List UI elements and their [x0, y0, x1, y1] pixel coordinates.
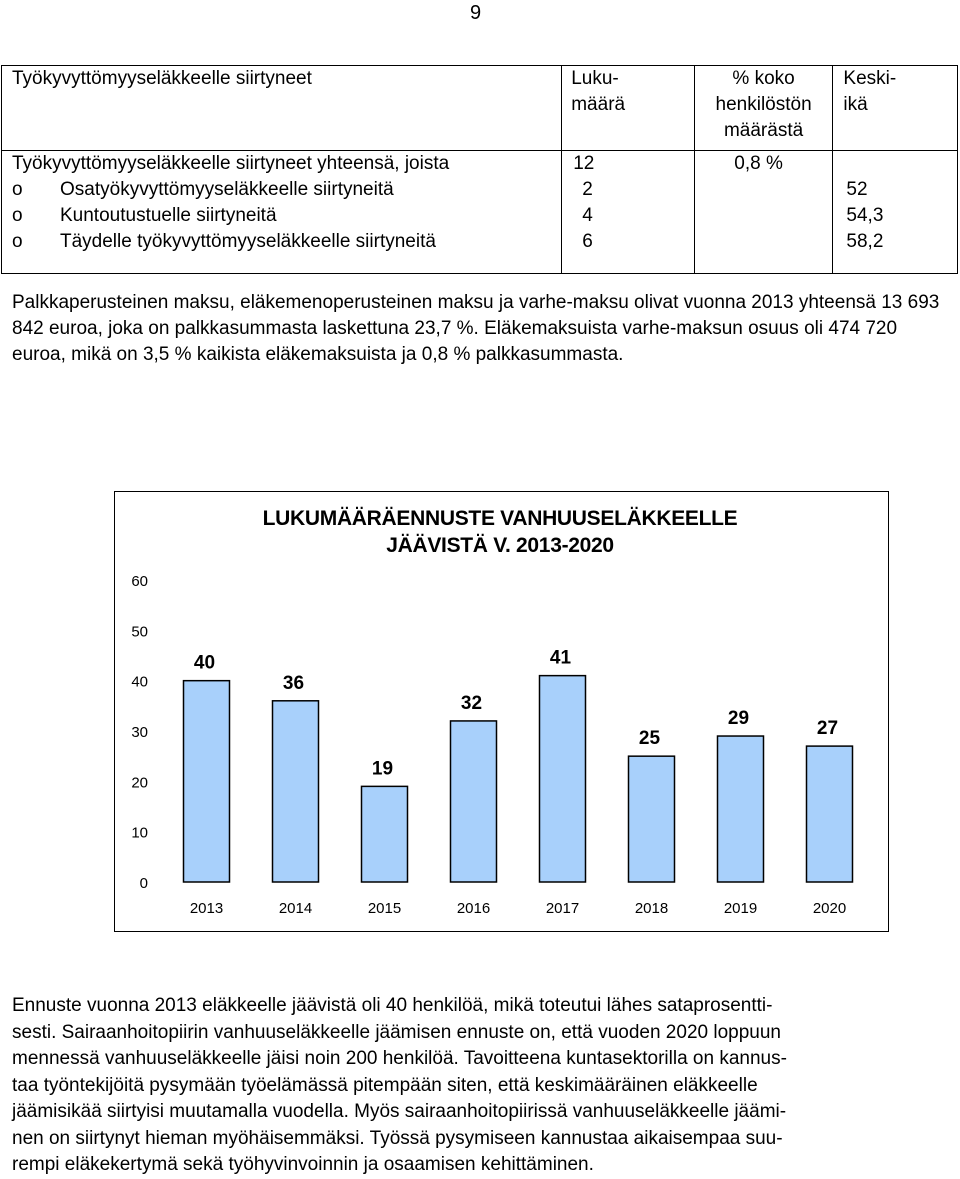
x-tick-label: 2017 [545, 900, 580, 917]
bar [362, 786, 408, 882]
row-label: Kuntoutustuelle siirtyneitä [60, 205, 277, 226]
paragraph-payments: Palkkaperusteinen maksu, eläkemenoperusteinen maksu ja varhe-maksu olivat vuonna 2013 yhteensä 13 693 842 euroa, joka on palkkasummasta laskettuna 23,7 %. Eläkemaksuista varhe-maksun osuus oli 474 720 euroa, mikä on 3,5 % kaikista eläkemaksuista ja 0,8 % palkkasummasta. [12, 292, 940, 365]
row-age: 52 [846, 179, 868, 200]
header-percent-line: määrästä [723, 120, 804, 141]
retirement-table [1, 65, 958, 274]
row-age: 54,3 [846, 205, 884, 226]
header-label: Työkyvyttömyyseläkkeelle siirtyneet [12, 68, 312, 89]
row-label: Työkyvyttömyyseläkkeelle siirtyneet yhteensä, joista [12, 153, 450, 174]
bullet-marker: o [12, 205, 23, 226]
paragraph-line: taa työntekijöitä pysymään työelämässä pitempään siten, että keskimääräinen eläkkeelle [12, 1074, 758, 1096]
x-tick-label: 2018 [634, 900, 669, 917]
row-label-item [12, 229, 553, 255]
bullet-marker: o [12, 179, 23, 200]
y-tick-label: 20 [131, 774, 148, 792]
header-cell-percent [694, 66, 833, 151]
bar [807, 746, 853, 882]
data-label: 29 [727, 708, 750, 730]
paragraph-line: Ennuste vuonna 2013 eläkkeelle jäävistä oli 40 henkilöä, mikä toteutui lähes sataprosentti- [12, 995, 773, 1016]
age-cell [833, 151, 958, 274]
x-tick-label: 2015 [367, 900, 402, 917]
header-cell-group [2, 66, 562, 151]
header-count-line: määrä [571, 94, 626, 115]
y-tick-label: 30 [131, 724, 148, 741]
x-tick-label: 2014 [278, 900, 313, 917]
row-count: 6 [582, 231, 593, 252]
row-count: 12 [573, 153, 595, 174]
y-tick-label: 50 [131, 623, 148, 641]
page-number: 9 [470, 2, 482, 24]
data-label: 27 [816, 718, 839, 740]
bar [451, 721, 497, 882]
row-count: 4 [582, 205, 593, 226]
x-tick-label: 2013 [189, 900, 224, 917]
paragraph-line: jäämisikää siirtyisi muutamalla vuodella. Myös sairaanhoitopiirissä vanhuuseläkkeelle jäämi- [12, 1101, 787, 1122]
paragraph-line: nen on siirtynyt hieman myöhäisemmäksi. Työssä pysymiseen kannustaa aikaisempaa suu- [12, 1127, 783, 1149]
data-label: 32 [460, 692, 483, 714]
percent-cell [694, 151, 833, 274]
x-tick-label: 2016 [456, 900, 491, 917]
header-age-line: Keski- [843, 68, 897, 89]
table-header-row [2, 66, 958, 151]
row-label-item [12, 177, 553, 203]
y-tick-label: 10 [131, 824, 148, 842]
row-label: Täydelle työkyvyttömyyseläkkeelle siirtyneitä [60, 231, 436, 252]
row-age [846, 151, 957, 177]
row-percent: 0,8 % [734, 153, 783, 174]
row-label: Osatyökyvyttömyyseläkkeelle siirtyneitä [60, 179, 394, 200]
paragraph-line: sesti. Sairaanhoitopiirin vanhuuseläkkeelle jäämisen ennuste on, että vuoden 2020 loppuun [12, 1021, 781, 1043]
paragraph-line: mennessä vanhuuseläkkeelle jäisi noin 200 henkilöä. Tavoitteena kuntasektorilla on kannus- [12, 1048, 787, 1069]
header-count-line: Luku- [571, 68, 619, 89]
table-body-row [2, 151, 958, 274]
bar [718, 736, 764, 882]
chart-title: LUKUMÄÄRÄENNUSTE VANHUUSELÄKKEELLE JÄÄVISTÄ V. 2013-2020 [262, 507, 738, 557]
row-count: 2 [582, 179, 593, 200]
data-label: 40 [193, 652, 216, 674]
y-tick-label: 60 [131, 573, 148, 590]
data-label: 41 [549, 647, 572, 669]
row-label-item [12, 203, 553, 229]
paragraph-line: rempi eläkekertymä sekä työhyvinvoinnin ja osaamisen kehittäminen. [12, 1154, 594, 1175]
header-age-line: ikä [843, 94, 868, 115]
paragraph-forecast [12, 993, 952, 1179]
data-label: 25 [638, 728, 661, 750]
bullet-marker: o [12, 231, 23, 252]
bar-chart [114, 491, 889, 932]
bar [629, 756, 675, 882]
header-percent-line: henkilöstön [715, 94, 812, 115]
data-label: 19 [371, 758, 394, 780]
header-cell-age [833, 66, 958, 151]
x-tick-label: 2019 [723, 900, 758, 917]
bar [540, 676, 586, 882]
y-tick-label: 0 [139, 875, 148, 892]
header-percent-line: % koko [732, 68, 795, 89]
bar [184, 681, 230, 882]
counts-cell [562, 151, 695, 274]
y-tick-label: 40 [131, 673, 148, 691]
header-cell-count [562, 66, 695, 151]
labels-cell [2, 151, 562, 274]
data-label: 36 [282, 672, 305, 694]
bar [273, 701, 319, 882]
x-tick-label: 2020 [812, 900, 847, 917]
row-age: 58,2 [846, 231, 884, 252]
